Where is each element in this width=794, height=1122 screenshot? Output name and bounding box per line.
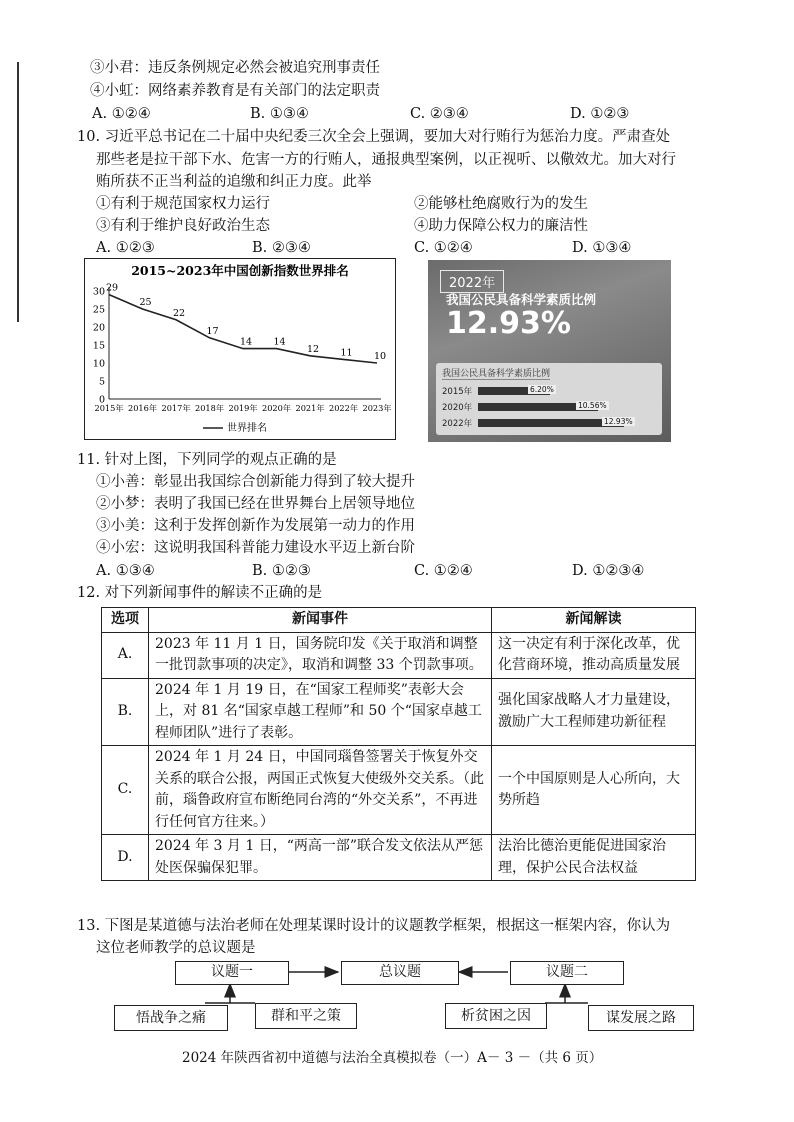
q10-option-c[interactable]: C. ①②④ [414, 240, 473, 256]
x-tick-label: 2015年 [94, 403, 124, 413]
q9-option-c[interactable]: C. ②③④ [410, 106, 469, 122]
header-event: 新闻事件 [149, 608, 492, 633]
chart-title: 2015~2023年中国创新指数世界排名 [131, 263, 349, 278]
q11-option-b[interactable]: B. ①②③ [252, 563, 311, 579]
x-tick-label: 2016年 [127, 403, 158, 413]
q10-stem-line-1: 10. 习近平总书记在二十届中央纪委三次全会上强调，要加大对行贿行为惩治力度。严肃查处 [77, 129, 671, 145]
y-tick-label: 15 [92, 340, 105, 352]
row-option[interactable]: C. [102, 746, 149, 835]
row-option[interactable]: A. [102, 632, 149, 678]
subtopic-poverty-box: 析贫困之因 [445, 1003, 547, 1029]
poster-bar-value: 12.93% [604, 417, 633, 426]
q10-statement-2: ②能够杜绝腐败行为的发生 [414, 196, 588, 212]
x-tick-label: 2023年 [362, 403, 392, 413]
x-tick-label: 2020年 [261, 403, 292, 413]
topic-one-box: 议题一 [175, 961, 289, 985]
data-label: 12 [306, 343, 320, 355]
q10-option-b[interactable]: B. ②③④ [252, 240, 311, 256]
q10-stem-line-2: 那些老是拉干部下水、危害一方的行贿人，通报典型案例，以正视听、以儆效尤。加大对行 [96, 152, 676, 168]
q11-statement-2: ②小梦：表明了我国已经在世界舞台上居领导地位 [96, 496, 415, 512]
poster-title: 我国公民具备科学素质比例 [446, 292, 597, 307]
poster-bar-label: 2022年 [442, 419, 473, 429]
x-tick-label: 2019年 [228, 403, 258, 413]
x-tick-label: 2017年 [161, 403, 191, 413]
row-reading: 这一决定有利于深化改革，优化营商环境，推动高质量发展 [492, 632, 696, 678]
y-tick-label: 10 [92, 358, 105, 370]
q11-option-a[interactable]: A. ①③④ [96, 563, 155, 579]
q11-statement-1: ①小善：彰显出我国综合创新能力得到了较大提升 [96, 474, 415, 490]
poster-big-value: 12.93% [446, 306, 571, 341]
header-reading: 新闻解读 [492, 608, 696, 633]
q11-statement-4: ④小宏：这说明我国科普能力建设水平迈上新台阶 [96, 540, 415, 556]
subtopic-war-box: 悟战争之痛 [114, 1005, 228, 1031]
q10-option-d[interactable]: D. ①③④ [572, 240, 632, 256]
q10-statement-1: ①有利于规范国家权力运行 [96, 196, 270, 212]
q10-option-a[interactable]: A. ①②③ [96, 240, 155, 256]
y-tick-label: 30 [92, 286, 105, 298]
poster-bar-label: 2020年 [442, 403, 473, 413]
y-tick-label: 5 [98, 376, 105, 388]
row-option[interactable]: D. [102, 835, 149, 881]
poster-bar-value: 6.20% [530, 385, 554, 394]
header-option: 选项 [102, 608, 149, 633]
q13-stem-line-2: 这位老师教学的总议题是 [96, 940, 256, 956]
q10-statement-3: ③有利于维护良好政治生态 [96, 218, 270, 234]
poster-bar-label: 2015年 [442, 387, 473, 397]
q11-stem: 11. 针对上图，下列同学的观点正确的是 [77, 452, 337, 468]
row-reading: 强化国家战略人才力量建设，激励广大工程师建功新征程 [492, 678, 696, 746]
q12-stem: 12. 对下列新闻事件的解读不正确的是 [77, 585, 323, 601]
x-tick-label: 2018年 [194, 403, 225, 413]
poster-year: 2022年 [440, 270, 504, 293]
data-label: 14 [273, 336, 286, 348]
page-footer: 2024 年陕西省初中道德与法治全真模拟卷（一）A－ 3 －（共 6 页） [182, 1050, 603, 1066]
poster-panel-title: 我国公民具备科学素质比例 [442, 366, 550, 380]
q9-statement-4: ④小虹：网络素养教育是有关部门的法定职责 [90, 83, 380, 99]
y-tick-label: 25 [92, 304, 105, 316]
legend-label: 世界排名 [227, 423, 267, 434]
data-label: 17 [206, 325, 219, 337]
main-topic-box: 总议题 [341, 961, 459, 985]
q11-statement-3: ③小美：这利于发挥创新作为发展第一动力的作用 [96, 518, 415, 534]
q10-statement-4: ④助力保障公权力的廉洁性 [414, 218, 588, 234]
data-label: 25 [139, 297, 152, 308]
x-tick-label: 2021年 [295, 403, 325, 413]
q9-option-d[interactable]: D. ①②③ [570, 106, 630, 122]
row-event: 2024 年 1 月 19 日，在“国家工程师奖”表彰大会上，对 81 名“国家卓越工程师”和 50 个“国家卓越工程师团队”进行了表彰。 [149, 678, 492, 746]
row-reading: 法治比德治更能促进国家治理，保护公民合法权益 [492, 835, 696, 881]
q10-stem-line-3: 贿所获不正当利益的追缴和纠正力度。此举 [96, 174, 372, 190]
data-label: 29 [105, 282, 119, 294]
row-event: 2023 年 11 月 1 日，国务院印发《关于取消和调整一批罚款事项的决定》，取消和调整 33 个罚款事项。 [149, 632, 492, 678]
q11-option-d[interactable]: D. ①②③④ [572, 563, 645, 579]
row-reading: 一个中国原则是人心所向，大势所趋 [492, 746, 696, 835]
x-tick-label: 2022年 [328, 403, 359, 413]
subtopic-peace-box: 群和平之策 [255, 1003, 357, 1029]
data-label: 14 [239, 336, 253, 348]
q9-option-b[interactable]: B. ①③④ [250, 106, 309, 122]
data-label: 22 [172, 307, 186, 319]
data-label: 11 [340, 347, 353, 359]
poster-bar-value: 10.56% [578, 401, 607, 410]
y-tick-label: 0 [98, 394, 105, 406]
data-label: 10 [373, 351, 387, 362]
row-option[interactable]: B. [102, 678, 149, 746]
row-event: 2024 年 3 月 1 日，“两高一部”联合发文依法从严惩处医保骗保犯罪。 [149, 835, 492, 881]
subtopic-development-box: 谋发展之路 [588, 1005, 694, 1031]
q9-option-a[interactable]: A. ①②④ [92, 106, 151, 122]
topic-two-box: 议题二 [510, 961, 624, 985]
q9-statement-3: ③小君：违反条例规定必然会被追究刑事责任 [90, 60, 380, 76]
y-tick-label: 20 [92, 322, 105, 334]
q11-option-c[interactable]: C. ①②④ [414, 563, 473, 579]
q13-stem-line-1: 13. 下图是某道德与法治老师在处理某课时设计的议题教学框架，根据这一框架内容，你认为 [77, 918, 671, 934]
row-event: 2024 年 1 月 24 日，中国同瑙鲁签署关于恢复外交关系的联合公报，两国正式恢复大使级外交关系。（此前，瑙鲁政府宣布断绝同台湾的“外交关系”，不再进行任何官方往来。） [149, 746, 492, 835]
